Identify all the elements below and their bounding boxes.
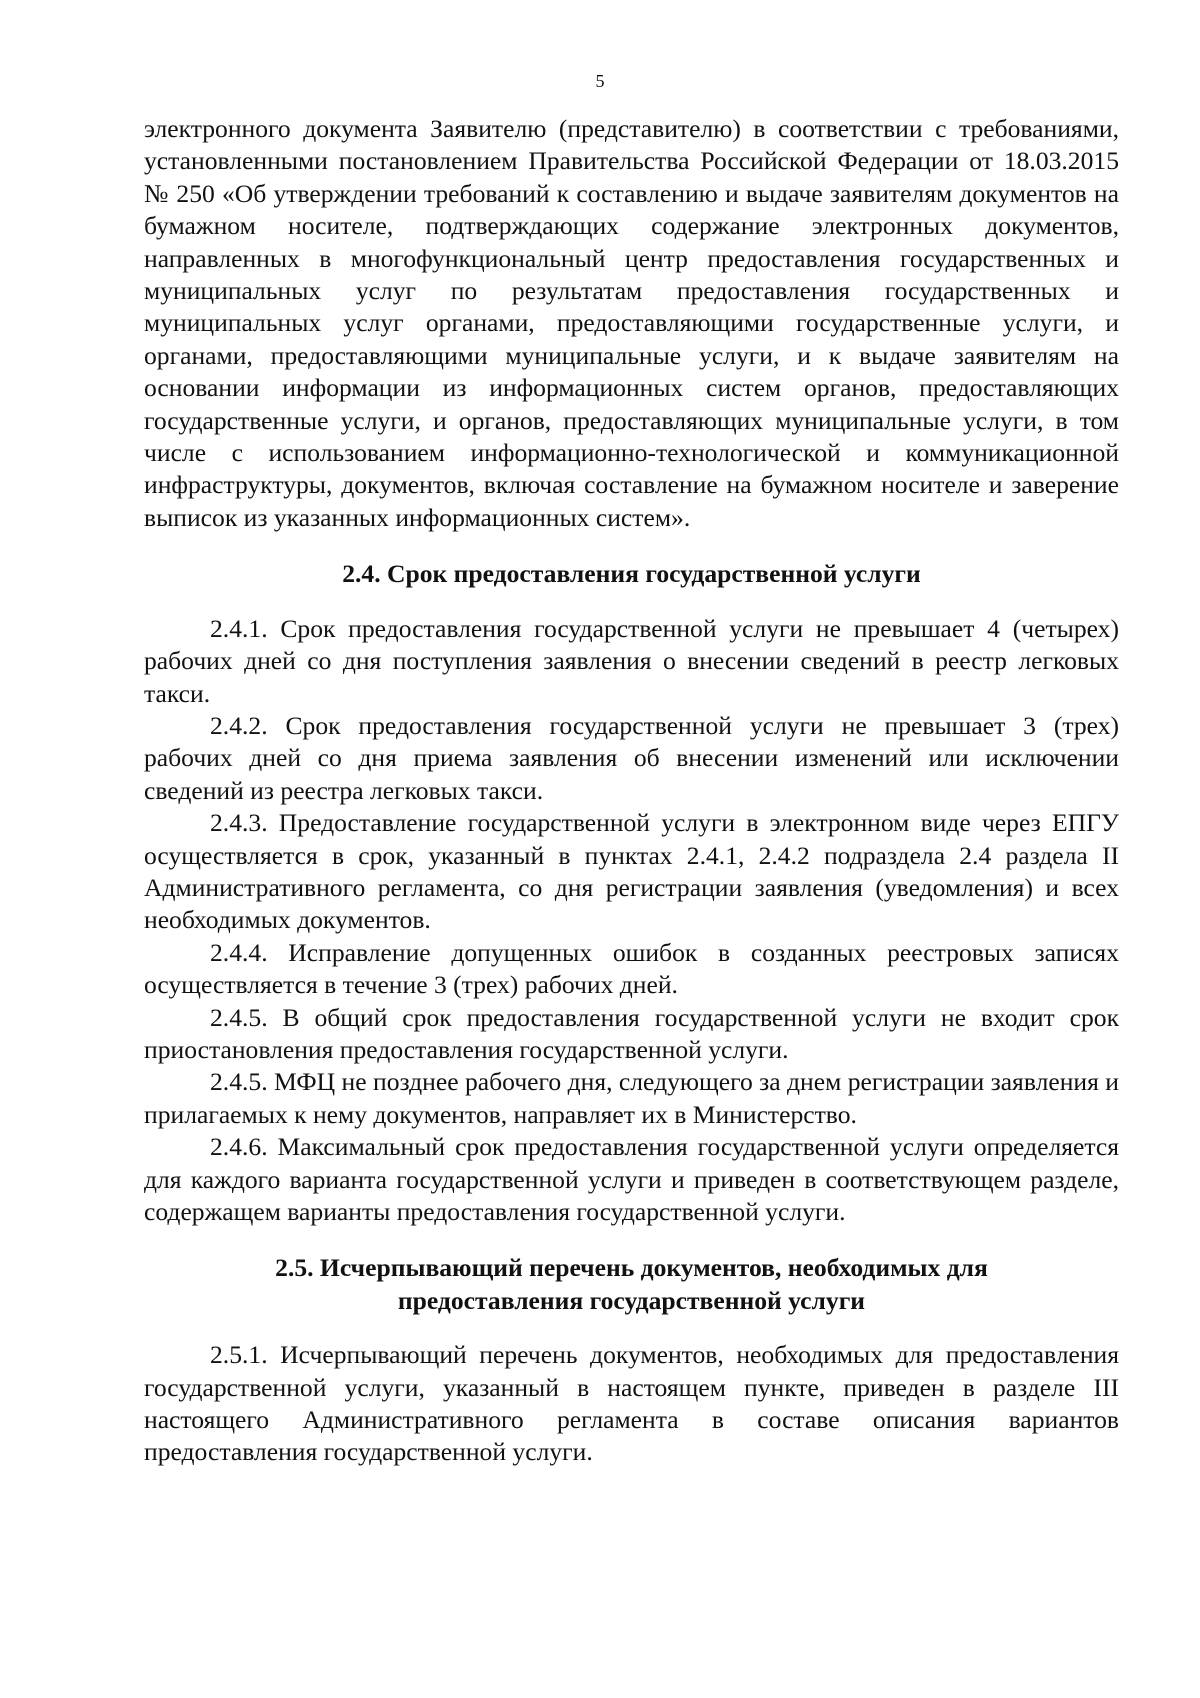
paragraph-2-4-5-mfc: 2.4.5. МФЦ не позднее рабочего дня, следующего за днем регистрации заявления и прилагаемых к нему документов, направляет их в Министерство.	[144, 1067, 1119, 1129]
paragraph-2-4-6: 2.4.6. Максимальный срок предоставления государственной услуги определяется для каждого варианта государственной услуги и приведен в соответствующем разделе, содержащем варианты предоставления государственной услуги.	[144, 1132, 1119, 1226]
page-number: 5	[595, 71, 605, 91]
section-2-5-heading	[144, 1252, 1119, 1317]
paragraph-2-4-3: 2.4.3. Предоставление государственной услуги в электронном виде через ЕПГУ осуществляется в срок, указанный в пунктах 2.4.1, 2.4.2 подраздела 2.4 раздела II Административного регламента, со дня регистрации заявления (уведомления) и всех необходимых документов.	[144, 808, 1119, 935]
section-2-4-heading: 2.4. Срок предоставления государственной услуги	[342, 559, 921, 589]
paragraph-2-4-2: 2.4.2. Срок предоставления государственной услуги не превышает 3 (трех) рабочих дней со дня приема заявления об внесении изменений или исключении сведений из реестра легковых такси.	[144, 710, 1119, 805]
document-body	[144, 113, 1119, 1469]
paragraph-2-4-1: 2.4.1. Срок предоставления государственной услуги не превышает 4 (четырех) рабочих дней со дня поступления заявления о внесении сведений в реестр легковых такси.	[144, 613, 1119, 708]
paragraph-2-4-4: 2.4.4. Исправление допущенных ошибок в созданных реестровых записях осуществляется в течение 3 (трех) рабочих дней.	[144, 937, 1119, 1000]
paragraph-2-4-5: 2.4.5. В общий срок предоставления государственной услуги не входит срок приостановления предоставления государственной услуги.	[144, 1002, 1119, 1064]
section-2-5-heading-line2: предоставления государственной услуги	[397, 1285, 866, 1315]
paragraph-2-5-1: 2.5.1. Исчерпывающий перечень документов, необходимых для предоставления государственной услуги, указанный в настоящем пункте, приведен в разделе III настоящего Административного регламента в составе описания вариантов предоставления государственной услуги.	[144, 1340, 1119, 1467]
section-2-5-heading-line1: 2.5. Исчерпывающий перечень документов, необходимых для	[275, 1253, 988, 1283]
intro-paragraph: электронного документа Заявителю (представителю) в соответствии с требованиями, установленными постановлением Правительства Российской Федерации от 18.03.2015 № 250 «Об утверждении требований к составлению и выдаче заявителям документов на бумажном носителе, подтверждающих содержание электронных документов, направленных в многофункциональный центр предоставления государственных и муниципальных услуг по результатам предоставления государственных и муниципальных услуг органами, предоставляющими государственные услуги, и органами, предоставляющими муниципальные услуги, и к выдаче заявителям на основании информации из информационных систем органов, предоставляющих государственные услуги, и органов, предоставляющих муниципальные услуги, в том числе с использованием информационно-технологической и коммуникационной инфраструктуры, документов, включая составление на бумажном носителе и заверение выписок из указанных информационных систем».	[144, 114, 1119, 532]
